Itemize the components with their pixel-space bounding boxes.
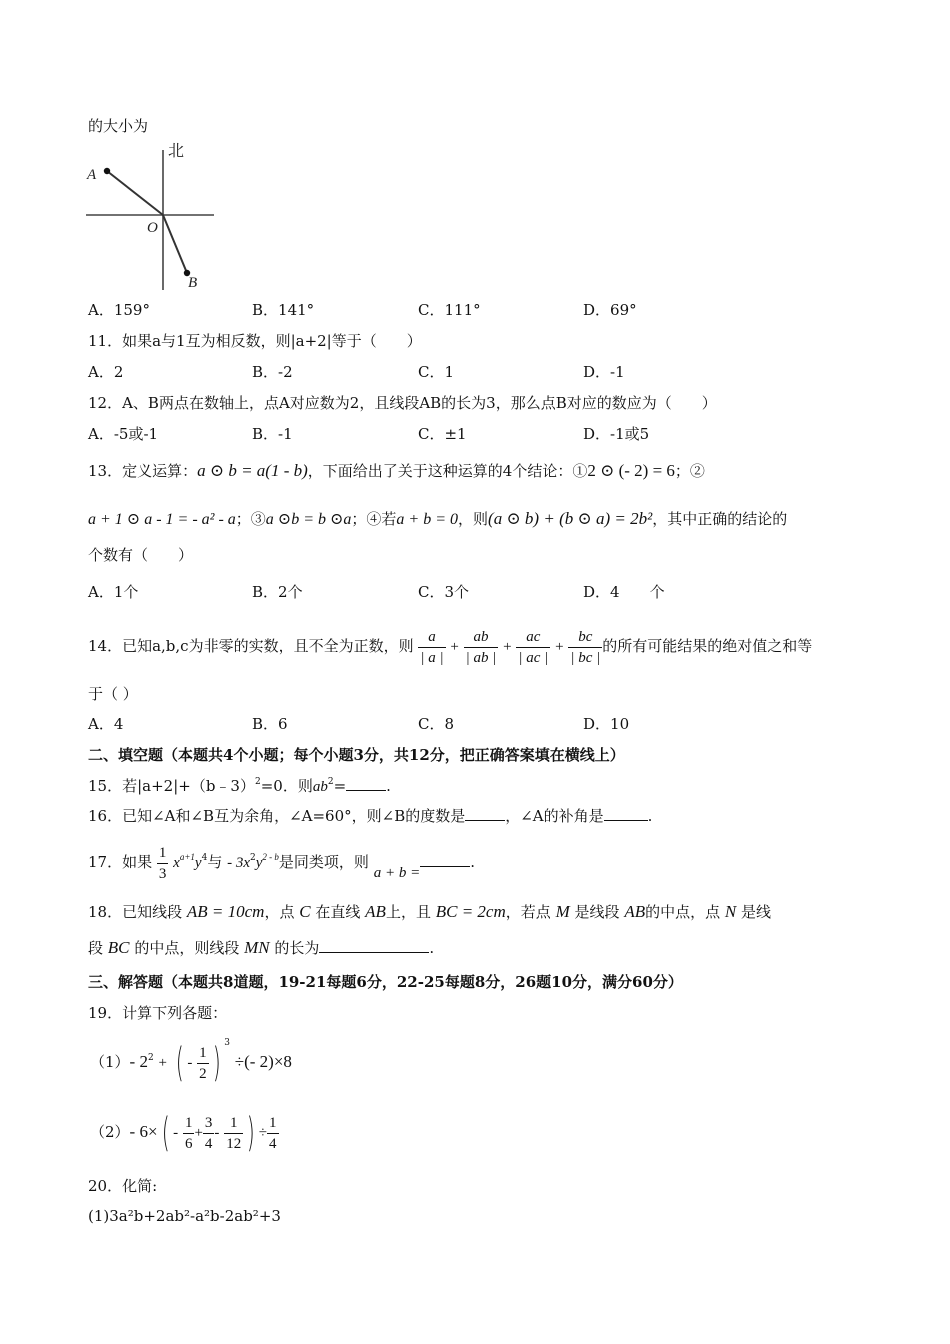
q17-lead: 17．如果 — [88, 853, 153, 871]
q19-p2-f1n: 1 — [183, 1113, 195, 1134]
q18-t6: 的中点，点 — [645, 903, 721, 921]
q17-y: y — [194, 855, 202, 871]
q18-line2b: 的中点，则线段 — [134, 939, 240, 957]
q19-p2-f3n: 1 — [224, 1113, 243, 1134]
q17-frac-num: 1 — [157, 843, 169, 864]
point-a — [104, 168, 110, 174]
q17-y2: y — [255, 855, 263, 871]
q16-answer-blank-1[interactable] — [465, 820, 505, 821]
q19-part2 — [90, 1108, 279, 1157]
q11-text: 11．如果a与1互为相反数，则|a+2|等于（ ） — [88, 332, 422, 350]
q18-line2 — [88, 938, 434, 958]
compass-figure — [84, 138, 224, 294]
q13-option-d: D．4 个 — [583, 583, 665, 601]
q19-p1-label: （1） — [90, 1053, 130, 1071]
q14-frac-a-den: | a | — [420, 649, 444, 666]
q14-fraction-ac — [516, 627, 550, 668]
q12-option-b: B．-1 — [252, 425, 293, 443]
q14-frac-ac-num: ac — [516, 627, 550, 648]
q12-text: 12．A、B两点在数轴上，点A对应数为2，且线段AB的长为3，那么点B对应的数应为（ ） — [88, 394, 717, 412]
q13-tail: ，其中正确的结论的 — [652, 510, 788, 528]
q14-plus-3: + — [555, 639, 564, 655]
q17-y2-exp: 2 - b — [262, 852, 279, 862]
q19-p2-label: （2） — [90, 1123, 130, 1141]
q17-frac-den: 3 — [158, 865, 167, 882]
q15-exp: 2 — [254, 777, 261, 787]
q14-frac-a-num: a — [418, 627, 445, 648]
q15-answer-blank[interactable] — [346, 790, 386, 791]
q19-p1-plus: + — [158, 1055, 167, 1071]
q13-conclusion-2: a + 1 ⊙ a - 1 = - a² - a — [88, 511, 236, 528]
q17-x2-exp: 2 — [250, 853, 256, 863]
q18-c: C — [299, 902, 311, 921]
q19-p1-frac-num: 1 — [197, 1043, 209, 1064]
q18-end: . — [429, 939, 435, 957]
q19-p1-rest: ÷(- 2)×8 — [234, 1052, 292, 1071]
q16-answer-blank-2[interactable] — [604, 820, 648, 821]
q19-p2-f4n: 1 — [267, 1113, 279, 1134]
q14-option-b: B．6 — [252, 715, 288, 733]
q14-option-c: C．8 — [418, 715, 455, 733]
q15-ab: ab — [312, 779, 328, 795]
q18-answer-blank[interactable] — [319, 952, 429, 953]
q14-frac-ab-den: | ab | — [465, 649, 497, 666]
q14-option-a: A．4 — [88, 715, 124, 733]
q13-option-b: B．2个 — [252, 583, 303, 601]
q13-conclusion-4: (a ⊙ b) + (b ⊙ a) = 2b² — [488, 509, 653, 528]
q19-p1-frac-den: 2 — [199, 1065, 207, 1082]
q19-p2-frac4 — [267, 1113, 279, 1154]
q13-option-c: C．3个 — [418, 583, 470, 601]
q14-fraction-a — [418, 627, 445, 668]
q20-text: 20．化简: — [88, 1177, 158, 1195]
q10-text-tail: 的大小为 — [88, 117, 149, 135]
q19-p1-minus: - — [187, 1055, 193, 1071]
q18-line2a: 段 — [88, 939, 104, 957]
q18-line1 — [88, 902, 771, 922]
q18-t4: ，若点 — [505, 903, 551, 921]
q17-mid: 是同类项，则 — [278, 853, 369, 871]
q18-t2: 在直线 — [315, 903, 361, 921]
q17-x: x — [173, 855, 180, 871]
q13-option-a: A．1个 — [88, 583, 139, 601]
q19-p2-frac3 — [224, 1113, 243, 1154]
q17-end: . — [470, 853, 475, 871]
b-label: B — [188, 275, 198, 291]
q18-line2c: 的长为 — [274, 939, 320, 957]
q19-p2-f4d: 4 — [269, 1135, 277, 1152]
q18-lead: 18．已知线段 — [88, 903, 183, 921]
q18-t7: 是线 — [741, 903, 772, 921]
q14-frac-ab-num: ab — [464, 627, 499, 648]
q17-y-exp: 4 — [201, 853, 208, 863]
ray-oa — [107, 171, 163, 215]
q19-p1-fraction — [197, 1043, 209, 1084]
q13-conclusion-3: a ⊙b = b ⊙a — [265, 511, 352, 528]
q18-t3: 上，且 — [385, 903, 431, 921]
q17-with: 与 — [207, 853, 223, 871]
q19-p2-frac1 — [183, 1113, 195, 1154]
q18-mn: MN — [244, 938, 270, 957]
q18-bc2: BC — [107, 938, 130, 957]
q14-plus-2: + — [503, 639, 512, 655]
q19-p1-aexp: 2 — [147, 1053, 154, 1063]
q19-p2-f3d: 12 — [226, 1135, 242, 1152]
q14-frac-bc-den: | bc | — [570, 649, 601, 666]
q19-p2-t3: - — [214, 1125, 220, 1141]
q13-line1 — [88, 461, 705, 481]
a-label: A — [87, 167, 97, 183]
q10-option-b: B．141° — [252, 301, 315, 319]
o-label: O — [147, 220, 158, 236]
q13-line3: 个数有（ ） — [88, 546, 194, 564]
q17-answer-blank[interactable] — [420, 866, 470, 867]
q15-eq: = — [333, 777, 347, 795]
q15-lead: 15．若|a+2|+（b﹣3） — [88, 777, 255, 795]
q15-mid: =0．则 — [260, 777, 313, 795]
q18-n: N — [724, 902, 737, 921]
q19-text: 19．计算下列各题： — [88, 1004, 228, 1022]
q17-line — [88, 840, 475, 885]
q17-term2: - 3x — [227, 855, 251, 871]
q18-bc: BC = 2cm — [435, 902, 506, 921]
q18-t5: 是线段 — [574, 903, 620, 921]
q19-p2-f2d: 4 — [204, 1135, 213, 1152]
q14-fraction-bc — [568, 627, 602, 668]
q11-option-c: C．1 — [418, 363, 455, 381]
section-3-heading: 三、解答题（本题共8道题，19-21每题6分，22-25每题8分，26题10分，满分60分） — [88, 973, 683, 991]
q19-p1-a: - 2 — [129, 1052, 148, 1071]
q14-fraction-ab — [464, 627, 499, 668]
q17-expr: a + b = — [373, 865, 421, 881]
q18-ab: AB = 10cm — [186, 902, 265, 921]
q13-conclusion-1: 2 ⊙ (- 2) = 6 — [587, 461, 675, 480]
q12-option-c: C．±1 — [418, 425, 467, 443]
q13-mid: ，下面给出了关于这种运算的4个结论：① — [307, 462, 588, 480]
q10-option-a: A．159° — [88, 301, 150, 319]
q14-lead: 14．已知a,b,c为非零的实数，且不全为正数，则 — [88, 637, 414, 655]
q14-option-d: D．10 — [583, 715, 630, 733]
q14-frac-bc-num: bc — [568, 627, 602, 648]
q13-lead: 13．定义运算： — [88, 462, 198, 480]
q11-option-b: B．-2 — [252, 363, 293, 381]
section-2-heading: 二、填空题（本题共4个小题；每个小题3分，共12分，把正确答案填在横线上） — [88, 746, 625, 764]
q19-p2-rparen: ) — [247, 1110, 255, 1156]
q19-p1-exp: 3 — [224, 1038, 230, 1048]
q15-end: . — [386, 777, 391, 795]
q13-definition: a ⊙ b = a(1 - b) — [197, 461, 308, 480]
q13-sep2: ；② — [674, 462, 705, 480]
q19-p2-t1: - — [173, 1125, 179, 1141]
q16-lead: 16．已知∠A和∠B互为余角，∠A=60°，则∠B的度数是 — [88, 807, 466, 825]
q17-fraction — [157, 843, 169, 884]
q19-p2-lparen: ( — [161, 1110, 170, 1156]
north-label: 北 — [168, 141, 185, 160]
q18-ab2: AB — [365, 902, 386, 921]
q19-p1-rparen: ) — [212, 1040, 221, 1086]
q19-p2-frac2 — [203, 1113, 215, 1154]
q19-p2-a: - 6× — [129, 1122, 158, 1141]
q12-option-a: A．-5或-1 — [88, 425, 159, 443]
q16-line — [88, 806, 652, 826]
q14-line1 — [88, 624, 812, 669]
q18-t1: ，点 — [264, 903, 295, 921]
q10-option-d: D．69° — [583, 301, 637, 319]
q13-condition: a + b = 0 — [396, 511, 459, 528]
q18-ab3: AB — [624, 902, 646, 921]
q14-plus-1: + — [450, 639, 459, 655]
q19-p1-lparen: ( — [175, 1040, 184, 1086]
q14-line2: 于（ ） — [88, 685, 138, 703]
q11-option-a: A．2 — [88, 363, 124, 381]
q13-then: ，则 — [458, 510, 489, 528]
q18-m: M — [555, 902, 570, 921]
q11-option-d: D．-1 — [583, 363, 625, 381]
ray-ob — [163, 215, 187, 273]
q13-sep3: ；③ — [235, 510, 266, 528]
q15-line — [88, 776, 391, 797]
q16-mid: ，∠A的补角是 — [505, 807, 604, 825]
q19-p2-div: ÷ — [258, 1125, 268, 1141]
q19-p2-f2n: 3 — [203, 1113, 215, 1134]
q19-p2-t2: + — [194, 1125, 203, 1141]
q19-p2-f1d: 6 — [184, 1135, 193, 1152]
q14-tail: 的所有可能结果的绝对值之和等 — [602, 637, 813, 655]
q13-sep4: ；④若 — [351, 510, 397, 528]
q17-x-exp: a+1 — [179, 852, 195, 862]
q19-part1 — [90, 1038, 292, 1087]
q13-line2 — [88, 509, 787, 530]
q16-end: . — [647, 807, 653, 825]
q14-frac-ac-den: | ac | — [518, 649, 549, 666]
q20-part1: (1)3a²b+2ab²-a²b-2ab²+3 — [88, 1207, 281, 1225]
q10-option-c: C．111° — [418, 301, 481, 319]
q15-exp2: 2 — [327, 777, 334, 787]
q12-option-d: D．-1或5 — [583, 425, 650, 443]
